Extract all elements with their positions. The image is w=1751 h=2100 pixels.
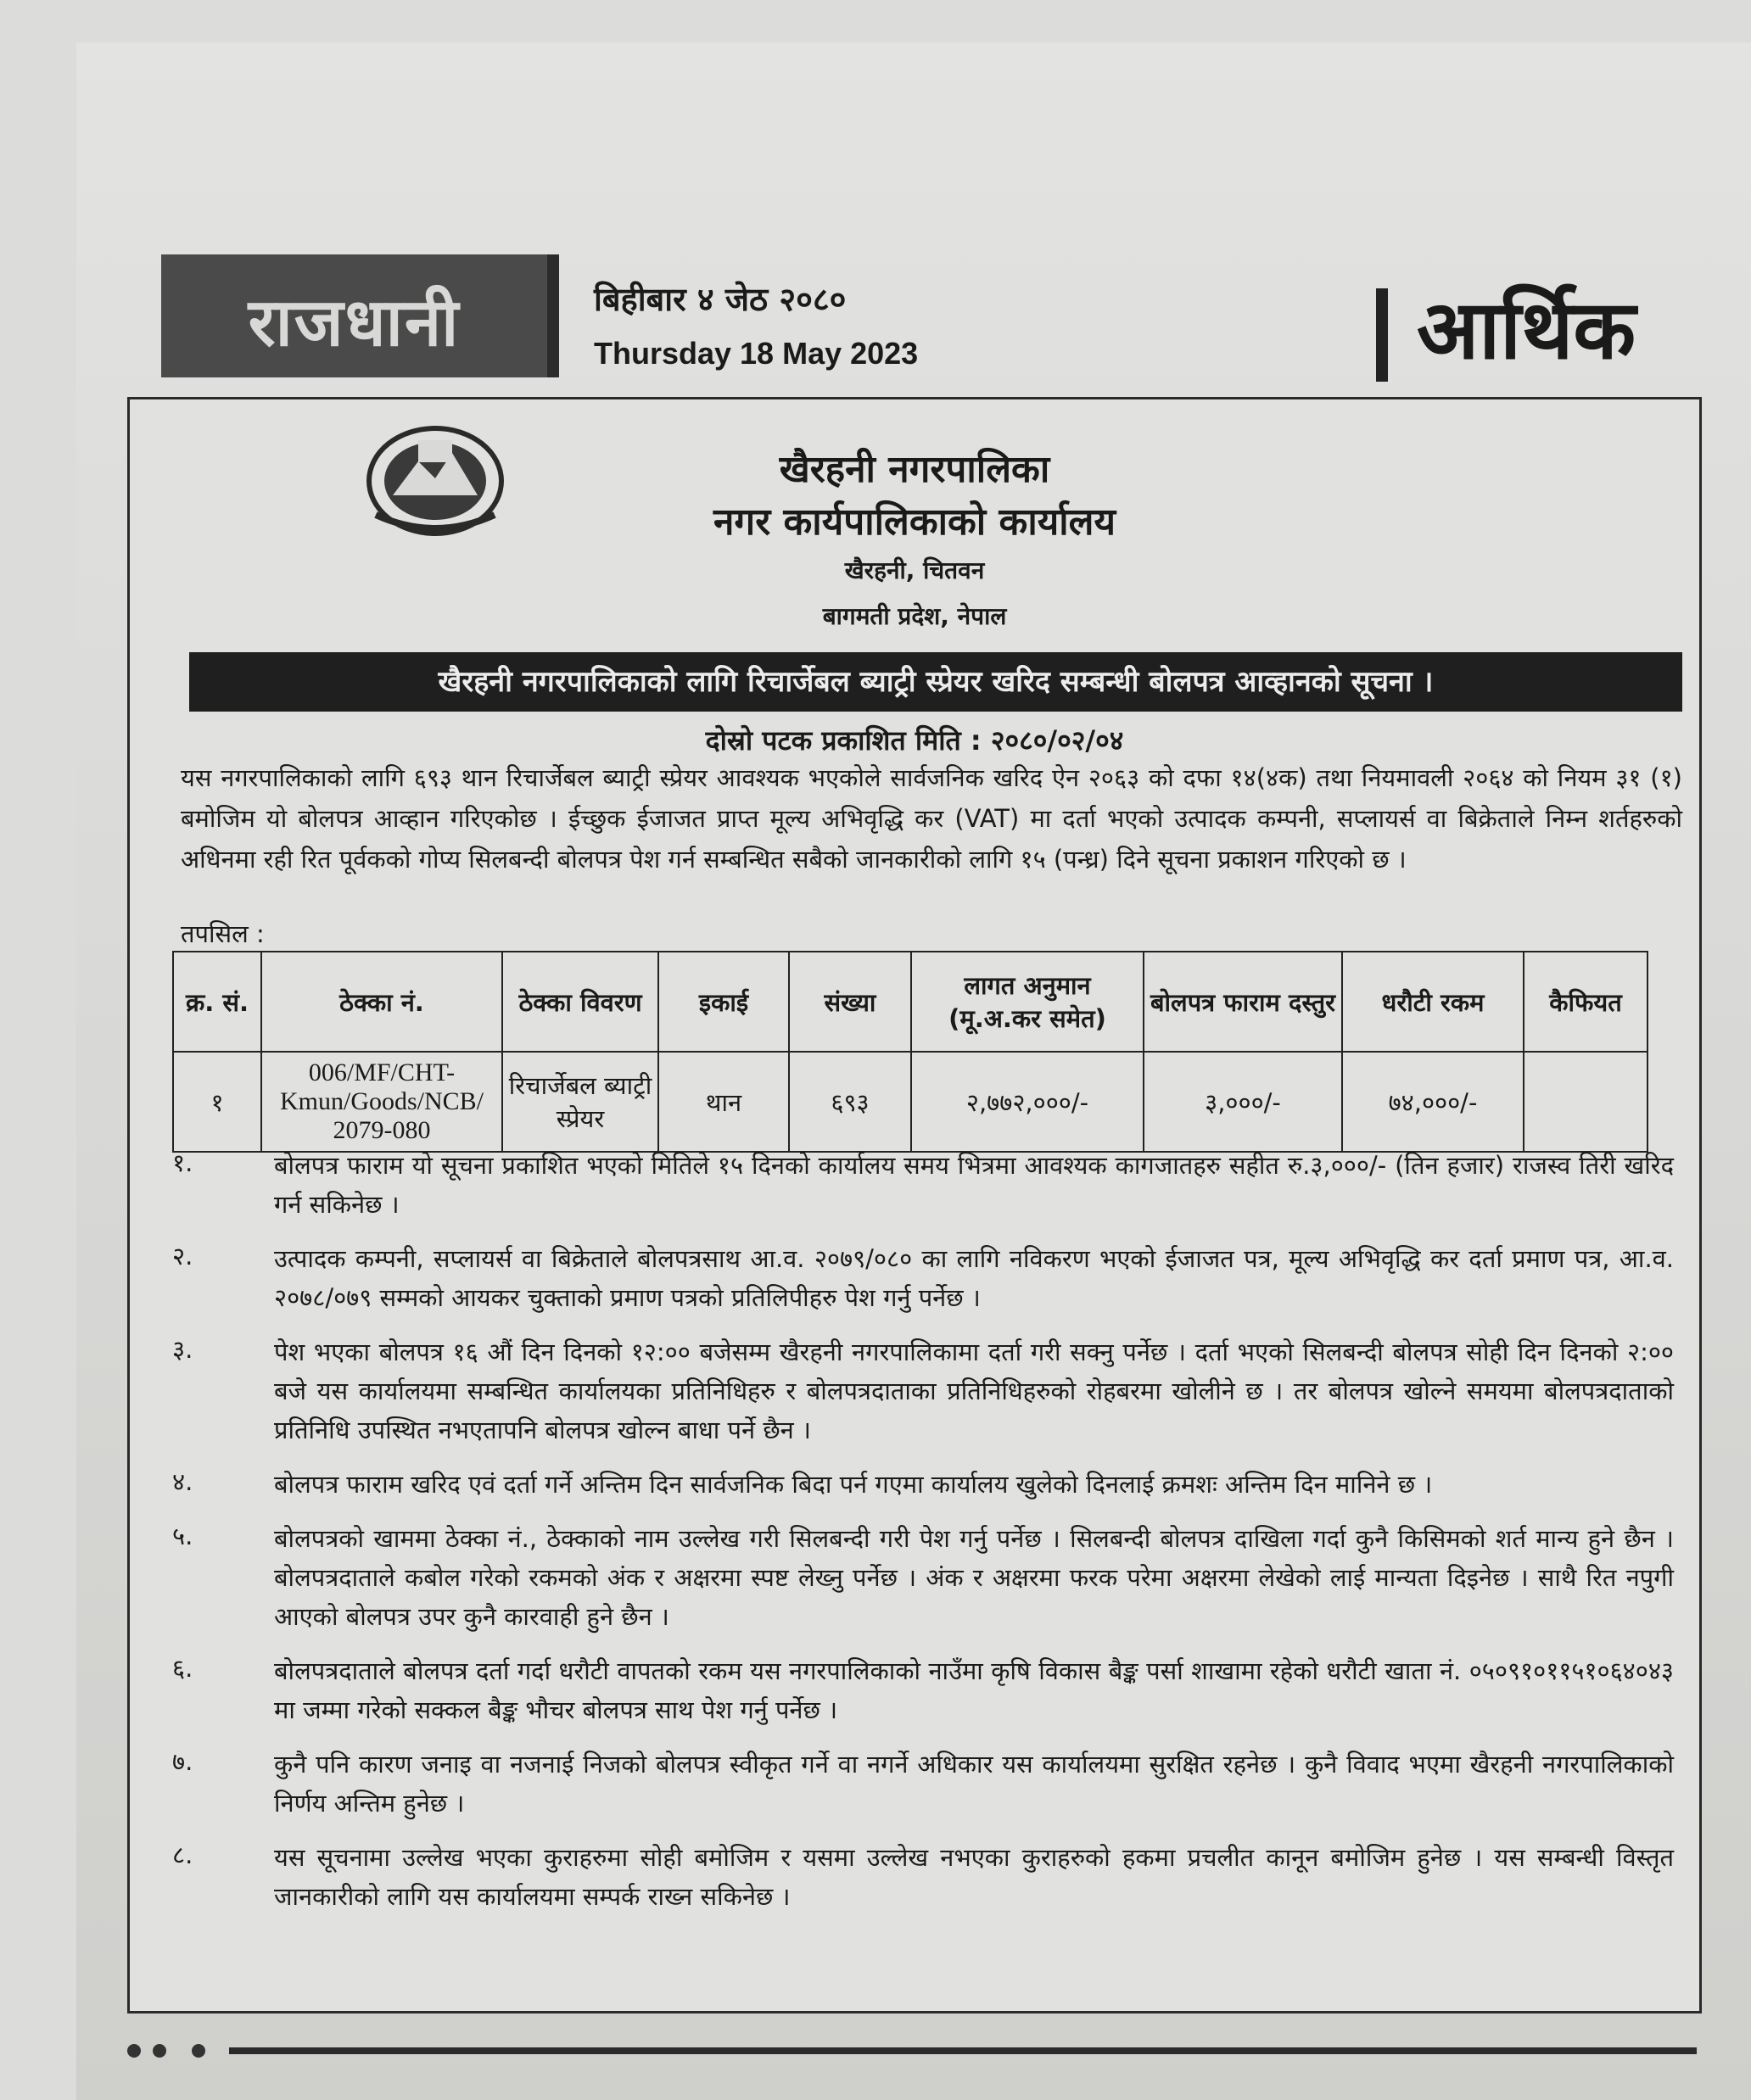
newspaper-name: राजधानी — [248, 285, 461, 361]
condition-number: ६. — [172, 1654, 193, 1683]
condition-item — [172, 1332, 1674, 1449]
header-unit: इकाई — [658, 952, 789, 1052]
condition-number: ७. — [172, 1747, 193, 1776]
footer-rule — [127, 2039, 1697, 2064]
header-sn: क्र. सं. — [173, 952, 261, 1052]
date-nepali: बिहीबार ४ जेठ २०८० — [594, 281, 847, 318]
cell-description: रिचार्जेबल ब्याट्री स्प्रेयर — [502, 1052, 658, 1152]
condition-number: १. — [172, 1148, 193, 1177]
tender-notice — [127, 397, 1702, 2013]
condition-number: ४. — [172, 1467, 193, 1496]
condition-text: उत्पादक कम्पनी, सप्लायर्स वा बिक्रेताले बोलपत्रसाथ आ.व. २०७९/०८० का लागि नविकरण भएको ईजाजत पत्र, मूल्य अभिवृद्धि कर दर्ता प्रमाण पत्र, आ.व. २०७८/०७९ सम्मको आयकर चुक्ताको प्रमाण पत्रको प्रतिलिपीहरु पेश गर्नु पर्नेछ । — [274, 1244, 1674, 1312]
condition-item — [172, 1465, 1674, 1504]
bullet-dot — [153, 2044, 166, 2058]
cell-remarks — [1524, 1052, 1648, 1152]
condition-text: बोलपत्र फाराम यो सूचना प्रकाशित भएको मितिले १५ दिनको कार्यालय समय भित्रमा आवश्यक कागजातहरु सहीत रु.३,०००/- (तिन हजार) राजस्व तिरी खरिद गर्न सकिनेछ । — [274, 1151, 1674, 1219]
condition-text: पेश भएका बोलपत्र १६ औं दिन दिनको १२:०० बजेसम्म खैरहनी नगरपालिकामा दर्ता गरी सक्नु पर्नेछ । दर्ता भएको सिलबन्दी बोलपत्र सोही दिन दिनको २:०० बजे यस कार्यालयमा सम्बन्धित कार्यालयका प्रतिनिधिहरु र बोलपत्रदाताका प्रतिनिधिहरुको रोहबरमा खोलीने छ । तर बोलपत्र खोल्ने समयमा बोलपत्रदाताको प्रतिनिधि उपस्थित नभएतापनि बोलपत्र खोल्न बाधा पर्ने छैन । — [274, 1338, 1674, 1444]
condition-number: २. — [172, 1242, 193, 1271]
details-label: तपसिल : — [181, 919, 265, 948]
masthead — [161, 246, 1751, 390]
condition-text: बोलपत्रको खाममा ठेक्का नं., ठेक्काको नाम उल्लेख गरी सिलबन्दी गरी पेश गर्नु पर्नेछ । सिलबन्दी बोलपत्र दाखिला गर्दा कुनै किसिमको शर्त मान्य हुने छैन । बोलपत्रदाताले कबोल गरेको रकमको अंक र अक्षरमा स्पष्ट लेख्नु पर्नेछ । अंक र अक्षरमा फरक परेमा अक्षरमा लेखेको लाई मान्यता दिइनेछ । साथै रित नपुगी आएको बोलपत्र उपर कुनै कारवाही हुने छैन । — [274, 1524, 1674, 1631]
cell-unit: थान — [658, 1052, 789, 1152]
condition-number: ३. — [172, 1335, 193, 1364]
condition-item — [172, 1745, 1674, 1823]
condition-item — [172, 1651, 1674, 1729]
office-name: नगर कार्यपालिकाको कार्यालय — [713, 500, 1116, 544]
cell-contract-no: 006/MF/CHT-Kmun/Goods/NCB/ 2079-080 — [261, 1052, 502, 1152]
header-form-fee: बोलपत्र फाराम दस्तुर — [1144, 952, 1342, 1052]
condition-text: कुनै पनि कारण जनाइ वा नजनाई निजको बोलपत्र स्वीकृत गर्ने वा नगर्ने अधिकार यस कार्यालयमा सुरक्षित रहनेछ । कुनै विवाद भएमा खैरहनी नगरपालिकाको निर्णय अन्तिम हुनेछ । — [274, 1750, 1674, 1818]
notice-title: खैरहनी नगरपालिकाको लागि रिचार्जेबल ब्याट्री स्प्रेयर खरिद सम्बन्धी बोलपत्र आव्हानको सूचना । — [189, 652, 1682, 712]
condition-item — [172, 1239, 1674, 1317]
condition-text: बोलपत्र फाराम खरिद एवं दर्ता गर्ने अन्तिम दिन सार्वजनिक बिदा पर्न गएमा कार्यालय खुलेको दिनलाई क्रमशः अन्तिम दिन मानिने छ । — [274, 1470, 1433, 1499]
intro-paragraph: यस नगरपालिकाको लागि ६९३ थान रिचार्जेबल ब्याट्री स्प्रेयर आवश्यक भएकोले सार्वजनिक खरिद ऐन २०६३ को दफा १४(४क) तथा नियमावली २०६४ को नियम ३१ (१) बमोजिम यो बोलपत्र आव्हान गरिएकोछ । ईच्छुक ईजाजत प्राप्त मूल्य अभिवृद्धि कर (VAT) मा दर्ता भएको उत्पादक कम्पनी, सप्लायर्स वा बिक्रेताले निम्न शर्तहरुको अधिनमा रही रित पूर्वकको गोप्य सिलबन्दी बोलपत्र पेश गर्न सम्बन्धित सबैको जानकारीको लागि १५ (पन्ध्र) दिने सूचना प्रकाशन गरिएको छ । — [181, 763, 1682, 874]
date-english: Thursday 18 May 2023 — [594, 336, 919, 371]
table-header-row — [173, 952, 1648, 1052]
publication-date: दोस्रो पटक प्रकाशित मिति : २०८०/०२/०४ — [705, 724, 1124, 757]
newspaper-logo — [161, 254, 559, 377]
cell-form-fee: ३,०००/- — [1144, 1052, 1342, 1152]
condition-item — [172, 1519, 1674, 1636]
condition-item — [172, 1146, 1674, 1224]
condition-text: बोलपत्रदाताले बोलपत्र दर्ता गर्दा धरौटी वापतको रकम यस नगरपालिकाको नाउँमा कृषि विकास बैङ्क पर्सा शाखामा रहेको धरौटी खाता नं. ०५०९१०११५१०६४०४३ मा जम्मा गरेको सक्कल बैङ्क भौचर बोलपत्र साथ पेश गर्नु पर्नेछ । — [274, 1656, 1674, 1724]
table-row — [173, 1052, 1648, 1152]
header-description: ठेक्का विवरण — [502, 952, 658, 1052]
cell-cost-estimate: २,७७२,०००/- — [911, 1052, 1144, 1152]
condition-item — [172, 1838, 1674, 1916]
header-cost-estimate: लागत अनुमान (मू.अ.कर समेत) — [911, 952, 1144, 1052]
condition-text: यस सूचनामा उल्लेख भएका कुराहरुमा सोही बमोजिम र यसमा उल्लेख नभएका कुराहरुको हकमा प्रचलीत कानून बमोजिम हुनेछ । यस सम्बन्धी विस्तृत जानकारीको लागि यस कार्यालयमा सम्पर्क राख्न सकिनेछ । — [274, 1843, 1674, 1911]
office-province: बागमती प्रदेश, नेपाल — [822, 602, 1007, 630]
bullet-dot — [192, 2044, 205, 2058]
org-name: खैरहनी नगरपालिका — [779, 448, 1050, 491]
cell-sn: १ — [173, 1052, 261, 1152]
header-contract-no: ठेक्का नं. — [261, 952, 502, 1052]
condition-number: ५. — [172, 1522, 193, 1550]
section-divider — [1376, 288, 1388, 382]
header-quantity: संख्या — [789, 952, 911, 1052]
tender-table — [172, 951, 1648, 1153]
office-address: खैरहनी, चितवन — [844, 556, 985, 584]
conditions-list — [172, 1146, 1674, 1931]
footer-line — [229, 2047, 1697, 2054]
cell-quantity: ६९३ — [789, 1052, 911, 1152]
header-deposit: धरौटी रकम — [1342, 952, 1524, 1052]
cell-deposit: ७४,०००/- — [1342, 1052, 1524, 1152]
bullet-dot — [127, 2044, 141, 2058]
header-remarks: कैफियत — [1524, 952, 1648, 1052]
section-title: आर्थिक — [1417, 282, 1636, 377]
condition-number: ८. — [172, 1840, 193, 1869]
